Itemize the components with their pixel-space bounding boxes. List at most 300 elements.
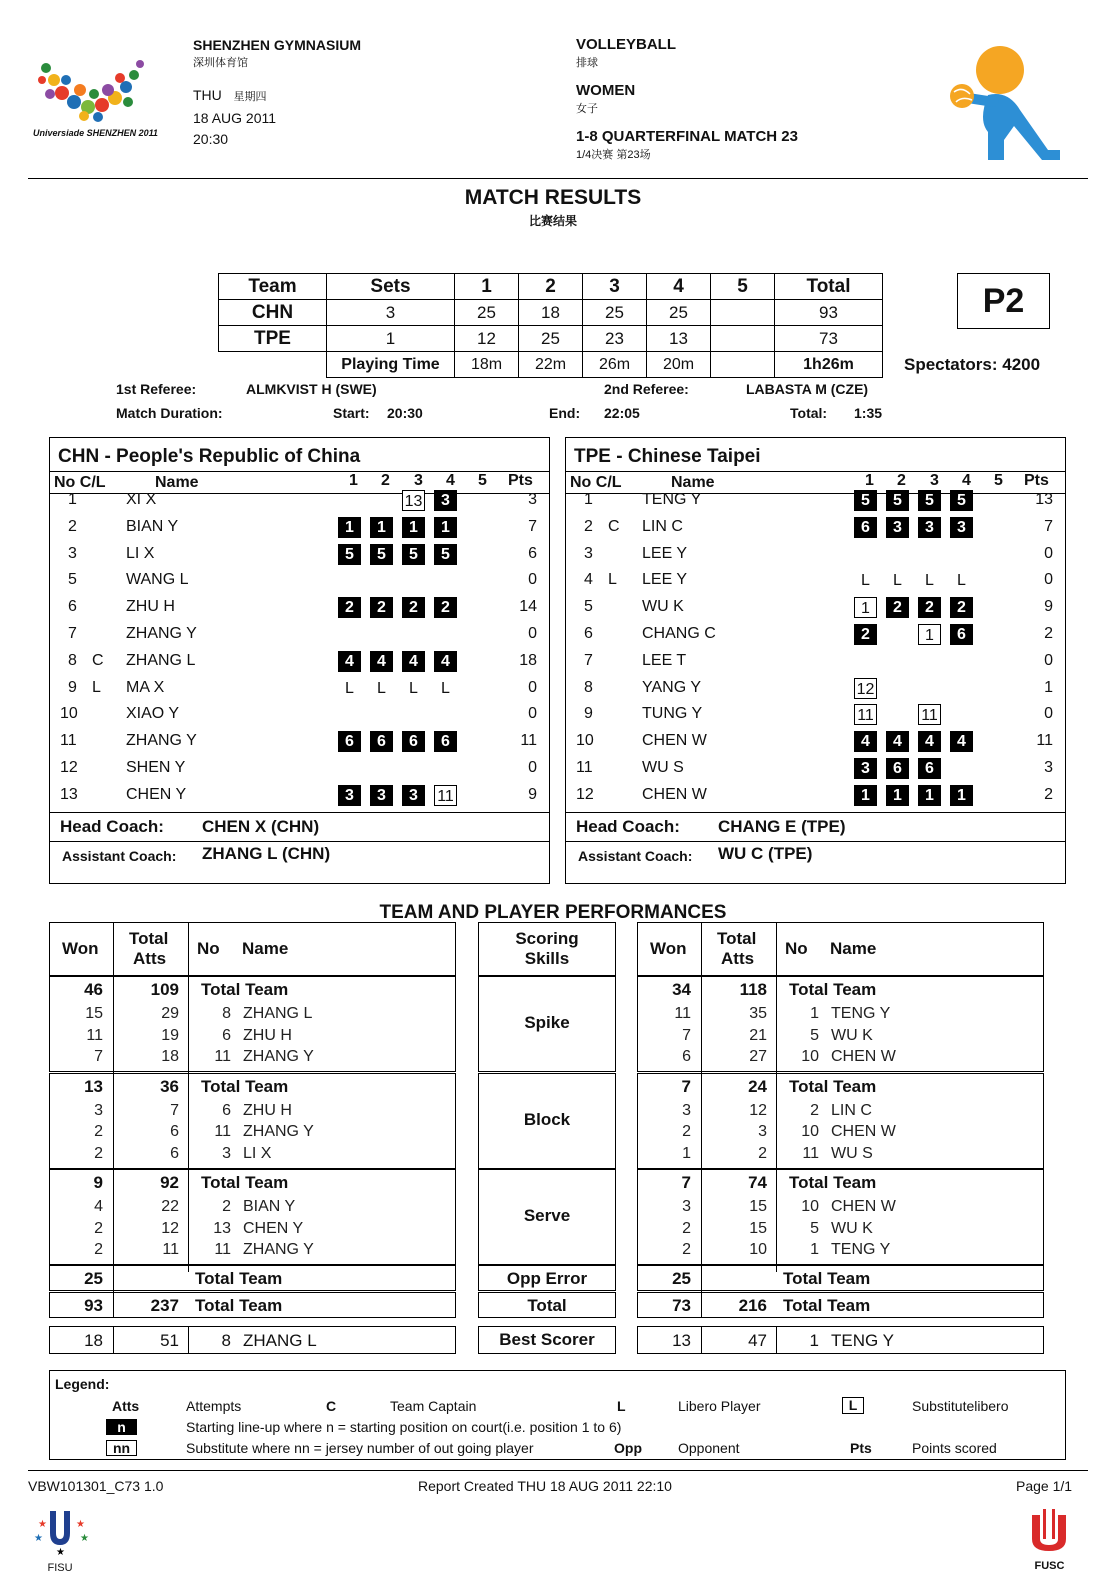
perf-player-won: 2 <box>94 1219 103 1237</box>
player-name: LEE Y <box>642 544 688 562</box>
perf-player-atts: 12 <box>749 1101 767 1119</box>
perf-player-atts: 19 <box>161 1026 179 1044</box>
perf-player-atts: 15 <box>749 1219 767 1237</box>
player-number: 7 <box>68 625 77 642</box>
player-row <box>566 567 1065 594</box>
col-no-cl: No C/L <box>570 474 622 491</box>
perf-team-label: Total Team <box>201 1076 289 1096</box>
perf-player-won: 2 <box>682 1241 691 1258</box>
best-scorer-atts: 47 <box>748 1331 767 1350</box>
perf-player-atts: 35 <box>749 1005 767 1022</box>
end-label: End: <box>549 405 581 421</box>
sport: VOLLEYBALL <box>576 36 676 53</box>
perf-team-atts: 74 <box>748 1173 767 1192</box>
match: 1-8 QUARTERFINAL MATCH 23 <box>576 128 798 145</box>
player-points: 7 <box>528 517 537 535</box>
chn-roster-title: CHN - People's Republic of China <box>58 446 361 467</box>
player-name: ZHANG L <box>126 651 196 669</box>
legend-key: C <box>326 1398 337 1414</box>
player-points: 9 <box>1044 598 1053 616</box>
perf-player-won: 7 <box>94 1048 103 1065</box>
player-name: ZHANG Y <box>126 732 197 750</box>
sets-header: 1 <box>455 274 519 300</box>
playing-time-cell <box>711 352 775 378</box>
venue-cn: 深圳体育馆 <box>193 57 248 69</box>
chn-head-coach: CHEN X (CHN) <box>202 817 320 836</box>
perf-player-name: BIAN Y <box>243 1198 296 1215</box>
col-set2: 2 <box>381 472 390 489</box>
chn-asst-coach: ZHANG L (CHN) <box>202 844 331 863</box>
set-position-box: 1 <box>370 517 393 538</box>
perf-team-won: 46 <box>84 980 103 999</box>
skill-label: Total <box>527 1296 567 1315</box>
perf-player-won: 2 <box>94 1241 103 1258</box>
roster-divider <box>50 812 549 813</box>
set-position-box: 1 <box>402 517 425 538</box>
best-scorer-name: ZHANG L <box>243 1331 317 1350</box>
player-row <box>566 782 1065 809</box>
perf-player-atts: 10 <box>749 1241 767 1258</box>
set-position-box: 3 <box>338 785 361 806</box>
player-name: ZHANG Y <box>126 625 197 642</box>
set-position-box: 1 <box>918 624 941 645</box>
perf-team-atts: 109 <box>150 980 179 999</box>
player-number: 4 <box>584 571 593 589</box>
perf-player-won: 1 <box>682 1144 691 1162</box>
player-points: 0 <box>1044 571 1053 589</box>
player-name: WANG L <box>126 571 189 589</box>
player-row <box>50 755 549 782</box>
sport-cn: 排球 <box>576 57 598 69</box>
perf-player-won: 3 <box>94 1101 103 1119</box>
libero-marker: L <box>893 572 902 590</box>
date: 18 AUG 2011 <box>193 110 277 126</box>
libero-marker: L <box>861 572 870 590</box>
player-name: WU K <box>642 598 684 616</box>
player-row <box>50 594 549 621</box>
perf-player-no: 5 <box>810 1219 819 1237</box>
sets-header: 3 <box>583 274 647 300</box>
perf-player-name: CHEN W <box>831 1048 896 1065</box>
skill-label: Serve <box>523 1206 571 1225</box>
perf-team-won: 7 <box>681 1173 691 1192</box>
perf-player-name: WU S <box>831 1144 873 1162</box>
player-points: 11 <box>520 732 537 750</box>
player-name: WU S <box>642 759 684 776</box>
player-number: 8 <box>68 651 77 669</box>
perf-player-won: 3 <box>682 1198 691 1215</box>
player-points: 9 <box>528 785 537 803</box>
perf-total-won: 93 <box>84 1296 103 1315</box>
sets-header: 2 <box>519 274 583 300</box>
legend-key: L <box>842 1397 864 1414</box>
player-row <box>50 541 549 568</box>
player-number: 6 <box>68 598 77 616</box>
volleyball-mascot-icon <box>948 40 1078 170</box>
sets-header: 5 <box>711 274 775 300</box>
set-position-box: 2 <box>950 597 973 618</box>
player-name: BIAN Y <box>126 517 179 535</box>
player-number: 2 <box>584 517 593 535</box>
chn-roster-panel <box>49 437 550 884</box>
sets-cell <box>711 326 775 352</box>
col-pts: Pts <box>1024 472 1049 489</box>
ref1-label: 1st Referee: <box>116 381 197 397</box>
fisu-logo <box>30 1505 90 1575</box>
sets-cell: 13 <box>647 326 711 352</box>
perf-player-no: 6 <box>222 1101 231 1119</box>
fusc-logo <box>1022 1505 1077 1575</box>
player-points: 13 <box>1035 491 1053 508</box>
player-name: CHEN W <box>642 732 707 750</box>
skills-header: Scoring <box>515 929 579 948</box>
set-position-box: 3 <box>434 490 457 511</box>
perf-header-name: Name <box>242 939 289 958</box>
perf-player-name: ZHANG Y <box>243 1123 314 1140</box>
roster-divider <box>566 812 1065 813</box>
perf-player-won: 2 <box>94 1144 103 1162</box>
perf-player-won: 15 <box>85 1005 103 1022</box>
player-name: CHEN W <box>642 785 707 803</box>
perf-player-name: CHEN Y <box>243 1219 304 1237</box>
sets-cell: 25 <box>583 300 647 326</box>
set-position-box: 11 <box>918 704 941 725</box>
ref2: LABASTA M (CZE) <box>746 381 869 397</box>
best-scorer-name: TENG Y <box>831 1331 894 1350</box>
libero-marker: L <box>925 572 934 590</box>
player-name: MA X <box>126 678 165 696</box>
playing-time-cell: 22m <box>519 352 583 378</box>
set-position-box: 3 <box>402 785 425 806</box>
match-cn: 1/4决赛 第23场 <box>576 149 651 161</box>
player-points: 0 <box>528 705 537 723</box>
event-block <box>576 36 798 164</box>
perf-player-name: ZHU H <box>243 1026 292 1044</box>
perf-player-name: ZHANG Y <box>243 1241 314 1258</box>
perf-player-name: LIN C <box>831 1101 872 1119</box>
perf-player-no: 1 <box>810 1241 819 1258</box>
playing-time-label: Playing Time <box>327 352 455 378</box>
player-row <box>566 755 1065 782</box>
perf-player-atts: 11 <box>162 1241 179 1258</box>
report-code: VBW101301_C73 1.0 <box>28 1478 164 1494</box>
set-position-box: 1 <box>434 517 457 538</box>
sets-cell: 25 <box>519 326 583 352</box>
perf-header-name: Name <box>830 939 877 958</box>
player-points: 0 <box>528 625 537 642</box>
player-points: 14 <box>519 598 537 616</box>
perf-player-no: 2 <box>222 1198 231 1215</box>
perf-team-label: Total Team <box>789 1076 877 1096</box>
col-set3: 3 <box>930 472 939 489</box>
player-row <box>566 728 1065 755</box>
perf-player-name: WU K <box>831 1026 873 1044</box>
perf-team-atts: 36 <box>160 1076 179 1096</box>
legend-value: Team Captain <box>390 1398 477 1414</box>
libero-marker: L <box>409 679 418 697</box>
spectators: Spectators: 4200 <box>904 355 1041 374</box>
perf-player-won: 4 <box>94 1198 103 1215</box>
player-points: 11 <box>1036 732 1053 750</box>
perf-player-name: ZHANG L <box>243 1005 313 1022</box>
col-name: Name <box>671 474 715 491</box>
set-position-box: 2 <box>854 624 877 645</box>
perf-player-won: 6 <box>682 1048 691 1065</box>
perf-total-label: Total Team <box>195 1269 283 1288</box>
set-position-box: 3 <box>854 758 877 779</box>
set-position-box: 5 <box>402 544 425 565</box>
tpe-player-rows <box>566 487 1065 817</box>
perf-total-won: 25 <box>84 1269 103 1288</box>
chn-asst-coach-label: Assistant Coach: <box>62 848 177 864</box>
perf-team-atts: 92 <box>160 1173 179 1192</box>
skill-label: Block <box>523 1109 571 1129</box>
player-name: ZHU H <box>126 598 175 616</box>
set-position-box: 6 <box>918 758 941 779</box>
fusc-label: FUSC <box>1034 1560 1065 1572</box>
player-number: 13 <box>60 785 78 803</box>
perf-header-no: No <box>785 939 808 958</box>
player-number: 10 <box>576 732 594 750</box>
legend-value: Opponent <box>678 1440 740 1456</box>
perf-player-won: 2 <box>94 1123 103 1140</box>
playing-time-row <box>219 352 883 378</box>
day: THU <box>193 87 222 103</box>
player-points: 18 <box>519 651 537 669</box>
player-row <box>50 782 549 809</box>
player-name: CHANG C <box>642 625 716 642</box>
perf-header-total: Total <box>129 929 169 948</box>
player-number: 2 <box>68 517 77 535</box>
libero-marker: L <box>441 679 450 697</box>
set-position-box: 6 <box>338 731 361 752</box>
set-position-box: 2 <box>370 597 393 618</box>
chn-head-coach-label: Head Coach: <box>60 817 164 836</box>
set-position-box: 2 <box>338 597 361 618</box>
perf-player-no: 11 <box>214 1048 231 1065</box>
total-time: 1:35 <box>854 405 883 421</box>
player-row <box>566 701 1065 728</box>
player-row <box>566 487 1065 514</box>
player-points: 0 <box>1044 651 1053 669</box>
time: 20:30 <box>193 131 229 147</box>
set-position-box: 5 <box>886 490 909 511</box>
perf-player-won: 11 <box>674 1005 691 1022</box>
sets-cell: 1 <box>327 326 455 352</box>
perf-team-won: 13 <box>84 1076 103 1096</box>
perf-total-won: 25 <box>672 1269 691 1288</box>
player-name: LIN C <box>642 517 683 535</box>
set-position-box: 6 <box>886 758 909 779</box>
perf-player-won: 7 <box>682 1026 691 1044</box>
perf-player-atts: 6 <box>170 1123 179 1140</box>
perf-player-atts: 27 <box>749 1048 767 1065</box>
perf-total-label: Total Team <box>783 1269 871 1288</box>
player-points: 0 <box>1044 705 1053 723</box>
set-position-box: 5 <box>370 544 393 565</box>
libero-marker: L <box>957 572 966 590</box>
set-position-box: 12 <box>854 678 877 699</box>
roster-divider <box>566 471 1065 472</box>
roster-divider <box>566 841 1065 842</box>
set-position-box: 6 <box>950 624 973 645</box>
set-position-box: 1 <box>854 597 877 618</box>
roster-divider <box>50 471 549 472</box>
col-divider <box>113 1326 114 1354</box>
perf-player-no: 11 <box>214 1241 231 1258</box>
col-set4: 4 <box>962 472 971 489</box>
set-position-box: 6 <box>434 731 457 752</box>
player-role: L <box>608 571 617 589</box>
perf-team-won: 34 <box>672 980 691 999</box>
col-divider <box>188 1326 189 1354</box>
legend-value: Points scored <box>912 1440 997 1456</box>
page-title-cn: 比赛结果 <box>528 214 577 228</box>
perf-team-label: Total Team <box>789 1173 877 1192</box>
perf-total-won: 73 <box>672 1296 691 1315</box>
sets-cell <box>711 300 775 326</box>
col-set3: 3 <box>414 472 423 489</box>
gender: WOMEN <box>576 82 636 99</box>
sets-cell: 3 <box>327 300 455 326</box>
perf-player-no: 10 <box>801 1048 819 1065</box>
libero-marker: L <box>345 679 354 697</box>
best-scorer-no: 1 <box>809 1331 819 1350</box>
player-number: 11 <box>60 732 77 750</box>
col-name: Name <box>155 474 199 491</box>
player-role: C <box>92 651 104 669</box>
perf-header-no: No <box>197 939 220 958</box>
set-position-box: 3 <box>886 517 909 538</box>
perf-player-atts: 18 <box>161 1048 179 1065</box>
player-number: 5 <box>584 598 593 616</box>
col-set1: 1 <box>865 472 874 489</box>
start-time: 20:30 <box>387 405 423 421</box>
player-row <box>50 514 549 541</box>
player-number: 6 <box>584 625 593 642</box>
svg-text:★: ★ <box>34 1533 43 1544</box>
report-created: Report Created THU 18 AUG 2011 22:10 <box>418 1478 672 1494</box>
player-number: 3 <box>584 544 593 562</box>
set-position-box: 2 <box>918 597 941 618</box>
col-set5: 5 <box>478 472 487 489</box>
player-row <box>50 648 549 675</box>
player-row <box>50 675 549 702</box>
player-name: SHEN Y <box>126 759 186 776</box>
set-position-box: 3 <box>918 517 941 538</box>
sets-row-chn <box>219 300 883 326</box>
player-number: 9 <box>68 678 77 696</box>
player-name: XIAO Y <box>126 705 180 723</box>
perf-team-label: Total Team <box>789 980 877 999</box>
sets-header: Sets <box>327 274 455 300</box>
set-position-box: 4 <box>370 651 393 672</box>
player-row <box>566 541 1065 568</box>
perf-player-won: 2 <box>682 1219 691 1237</box>
set-position-box: 3 <box>950 517 973 538</box>
player-points: 0 <box>528 571 537 589</box>
perf-player-no: 10 <box>801 1198 819 1215</box>
player-row <box>50 728 549 755</box>
perf-total-atts: 216 <box>738 1296 767 1315</box>
tpe-roster-panel <box>565 437 1066 884</box>
player-points: 1 <box>1044 678 1053 696</box>
playing-time-cell: 18m <box>455 352 519 378</box>
perf-total-label: Total Team <box>195 1296 283 1315</box>
sets-cell: TPE <box>219 326 327 352</box>
player-name: CHEN Y <box>126 785 187 803</box>
libero-marker: L <box>377 679 386 697</box>
sets-cell: 18 <box>519 300 583 326</box>
sets-row-tpe <box>219 326 883 352</box>
sets-cell: 25 <box>455 300 519 326</box>
best-scorer-won: 13 <box>672 1331 691 1350</box>
skill-label: Best Scorer <box>499 1330 595 1349</box>
player-number: 10 <box>60 705 78 723</box>
set-position-box: 1 <box>886 785 909 806</box>
tpe-head-coach: CHANG E (TPE) <box>718 817 846 836</box>
skill-label: Spike <box>524 1013 570 1032</box>
perf-player-name: WU K <box>831 1219 873 1237</box>
perf-player-no: 2 <box>810 1101 819 1119</box>
sets-table <box>218 273 883 378</box>
svg-text:★: ★ <box>56 1547 65 1557</box>
footer-rule <box>28 1470 1088 1471</box>
set-position-box: 6 <box>370 731 393 752</box>
player-points: 2 <box>1044 625 1053 642</box>
day-cn: 星期四 <box>233 91 267 103</box>
perf-player-name: TENG Y <box>831 1241 891 1258</box>
tpe-roster-title: TPE - Chinese Taipei <box>574 446 761 467</box>
set-position-box: 1 <box>854 785 877 806</box>
player-points: 6 <box>528 544 537 562</box>
col-no-cl: No C/L <box>54 474 106 491</box>
set-position-box: 5 <box>950 490 973 511</box>
player-name: XI X <box>126 491 157 508</box>
perf-player-no: 3 <box>222 1144 231 1162</box>
player-row <box>566 648 1065 675</box>
legend-value: Substitute where nn = jersey number of out going player <box>186 1440 534 1456</box>
set-position-box: 4 <box>434 651 457 672</box>
set-position-box: 4 <box>402 651 425 672</box>
best-scorer-won: 18 <box>84 1331 103 1350</box>
set-position-box: 4 <box>950 731 973 752</box>
set-position-box: 5 <box>918 490 941 511</box>
duration-label: Match Duration: <box>116 405 223 421</box>
playing-time-total: 1h26m <box>775 352 883 378</box>
sets-cell: 93 <box>775 300 883 326</box>
player-row <box>566 675 1065 702</box>
perf-player-name: TENG Y <box>831 1005 891 1022</box>
perf-player-no: 13 <box>213 1219 231 1237</box>
player-number: 1 <box>68 491 77 508</box>
perf-total-atts: 237 <box>150 1296 179 1315</box>
legend-key: L <box>617 1398 626 1414</box>
player-row <box>50 701 549 728</box>
sets-cell: 12 <box>455 326 519 352</box>
set-position-box: 1 <box>918 785 941 806</box>
perf-header-won: Won <box>650 939 687 958</box>
legend-key: n <box>106 1419 137 1435</box>
venue-block <box>193 36 361 148</box>
perf-player-name: ZHANG Y <box>243 1048 314 1065</box>
player-number: 7 <box>584 651 593 669</box>
perf-player-no: 8 <box>222 1005 231 1022</box>
perf-player-won: 11 <box>86 1026 103 1044</box>
sets-header: 4 <box>647 274 711 300</box>
col-divider <box>776 1326 777 1354</box>
player-row <box>50 487 549 514</box>
